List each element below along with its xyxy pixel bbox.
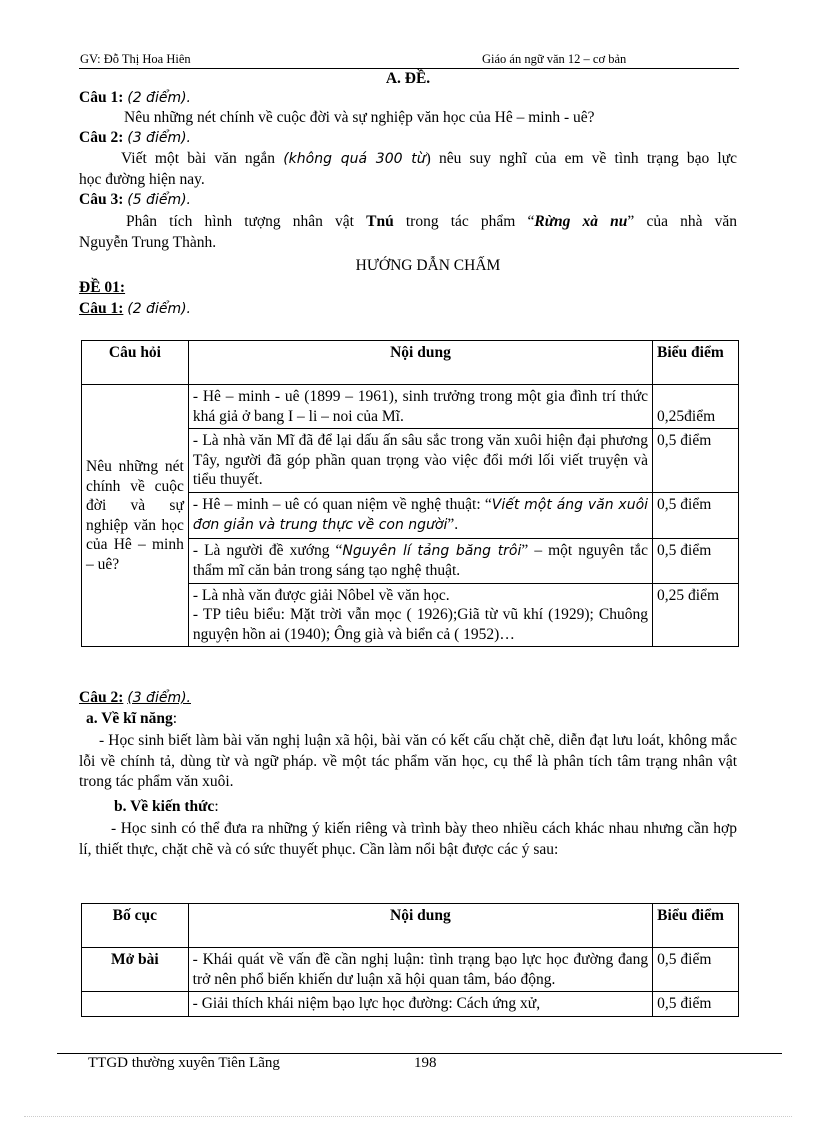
table1-score-4: 0,5 điểm: [653, 538, 739, 583]
table-row: [82, 992, 739, 1017]
exam-label: ĐỀ 01:: [79, 279, 126, 296]
table1-header-content: Nội dung: [188, 341, 652, 385]
skills-text: - Học sinh biết làm bài văn nghị luận xã hội, bài văn có kết cấu chặt chẽ, diễn đạt lưu loát, không mắc lỗi về chính tả, dùng từ và ngữ pháp. về một tác phẩm văn học, cụ thể là phân tích tâm trạng nhân vật trong tác phẩm văn xuôi.: [79, 732, 737, 790]
question-2-heading: [79, 128, 737, 149]
table2-header-content: Nội dung: [188, 904, 653, 948]
header-subject: Giáo án ngữ văn 12 – cơ bản: [482, 52, 627, 66]
table1-score-3: 0,5 điểm: [653, 492, 739, 538]
footer-center: TTGD thường xuyên Tiên Lãng: [88, 1055, 280, 1071]
knowledge-heading: [114, 797, 772, 818]
table1-content-3i: Viết một áng văn xuôi đơn giản và trung thực về con người: [192, 496, 649, 533]
skills-heading: [86, 709, 744, 730]
part2-label: Câu 2:: [79, 689, 124, 706]
table1-content-1: - Hê – minh - uê (1899 – 1961), sinh trưởng trong một gia đình trí thức khá giả ở bang I – li – noi của Mĩ.: [188, 385, 652, 429]
knowledge-title: b. Về kiến thức: [114, 798, 215, 815]
q3-text-a: Phân tích hình tượng nhân vật: [126, 213, 354, 230]
table1-score-1: 0,25điểm: [653, 385, 739, 429]
table1-content-5: [188, 583, 652, 647]
part1-label: Câu 1:: [79, 300, 124, 317]
q3-character: Tnú: [366, 213, 394, 230]
table2-section-1: Mở bài: [82, 948, 189, 992]
scoring-table-2: [81, 903, 739, 1017]
knowledge-colon: :: [214, 798, 219, 815]
part-2-heading: [79, 688, 737, 709]
table2-header-row: [82, 904, 739, 948]
q3-points: (5 điểm).: [127, 192, 191, 208]
table1-content-5b: - TP tiêu biểu: Mặt trời vẫn mọc ( 1926);Giã từ vũ khí (1929); Chuông nguyện hồn ai (1940); Ông già và biển cả ( 1952)…: [192, 606, 649, 643]
page-bottom-divider: [24, 1116, 792, 1117]
table2-header-section: Bố cục: [82, 904, 189, 948]
table1-content-3: [188, 492, 652, 538]
table1-content-4: [188, 538, 652, 583]
table1-header-row: [82, 341, 739, 385]
q2-points: (3 điểm).: [127, 130, 191, 146]
skills-title: a. Về kĩ năng: [86, 710, 173, 727]
table1-header-score: Biểu điểm: [653, 341, 739, 385]
table1-content-5a: - Là nhà văn được giải Nôbel về văn học.: [192, 586, 450, 604]
question-1-heading: [79, 88, 737, 109]
question-2-text-line1: [121, 149, 737, 170]
q2-text-b: ) nêu suy nghĩ của em về tình trạng bạo lực: [425, 150, 737, 167]
table2-score-1: 0,5 điểm: [653, 948, 739, 992]
part-1-heading: [79, 299, 737, 320]
section-title: A. ĐỀ.: [385, 70, 431, 87]
q3-text-b: trong tác phẩm “: [405, 213, 535, 230]
q3-work: Rừng xà nu: [534, 213, 628, 230]
table1-content-3a: - Hê – minh – uê có quan niệm về nghệ thuật: “: [192, 495, 492, 513]
part1-points: (2 điểm).: [127, 301, 191, 317]
q2-text-a: Viết một bài văn ngắn: [121, 150, 276, 167]
table2-header-score: Biểu điểm: [653, 904, 739, 948]
table1-header-question: Câu hỏi: [82, 341, 189, 385]
table1-content-4b: ” – một nguyên tắc thẩm mĩ căn bản trong sáng tạo nghệ thuật.: [192, 541, 649, 579]
table2-content-1: - Khái quát về vấn đề cần nghị luận: tình trạng bạo lực học đường đang trở nên phổ biến khiến dư luận xã hội quan tâm, báo động.: [188, 948, 653, 992]
table-row: [82, 948, 739, 992]
question-3-heading: [79, 190, 737, 211]
question-3-text-line2: Nguyễn Trung Thành.: [79, 234, 217, 251]
q3-text-c: ” của nhà văn: [627, 213, 737, 230]
table1-content-4a: - Là người đề xướng “: [192, 541, 343, 559]
header-teacher: GV: Đỗ Thị Hoa Hiên: [80, 52, 191, 66]
table1-score-5: 0,25 điểm: [653, 583, 739, 647]
skills-colon: :: [172, 710, 178, 727]
q3-label: Câu 3:: [79, 191, 124, 208]
footer-rule: [57, 1053, 782, 1054]
question-2-text-line2: học đường hiện nay.: [79, 171, 205, 188]
knowledge-text: - Học sinh có thể đưa ra những ý kiến riêng và trình bày theo nhiều cách khác nhau nhưng cần hợp lí, thiết thực, chặt chẽ và có sức thuyết phục. Cần làm nổi bật được các ý sau:: [79, 820, 737, 858]
q1-label: Câu 1:: [79, 89, 124, 106]
header-rule: [79, 68, 739, 69]
table1-question-cell: Nêu những nét chính về cuộc đời và sự nghiệp văn học của Hê – minh – uê?: [82, 385, 189, 647]
guide-title: HƯỚNG DẪN CHẤM: [355, 257, 501, 274]
question-1-text: Nêu những nét chính về cuộc đời và sự nghiệp văn học của Hê – minh - uê?: [124, 109, 595, 126]
q2-label: Câu 2:: [79, 129, 124, 146]
table1-content-4i: Nguyên lí tảng băng trôi: [342, 542, 522, 559]
footer-page-number: 198: [414, 1055, 437, 1071]
q1-points: (2 điểm).: [127, 90, 191, 106]
table-row: [82, 385, 739, 429]
part2-points: (3 điểm).: [127, 690, 191, 706]
table2-section-2: [82, 992, 189, 1017]
scoring-table-1: [81, 340, 739, 647]
table1-content-3b: ”.: [447, 516, 459, 533]
table1-content-2: - Là nhà văn Mĩ đã để lại dấu ấn sâu sắc trong văn xuôi hiện đại phương Tây, người đã góp phần quan trọng vào việc đổi mới lối viết truyện và tiểu thuyết.: [188, 429, 652, 493]
table2-score-2: 0,5 điểm: [653, 992, 739, 1017]
question-3-text-line1: [126, 212, 737, 233]
q2-text-paren: (không quá 300 từ: [283, 151, 426, 167]
table2-content-2: - Giải thích khái niệm bạo lực học đường: Cách ứng xử,: [188, 992, 653, 1017]
table1-score-2: 0,5 điểm: [653, 429, 739, 493]
